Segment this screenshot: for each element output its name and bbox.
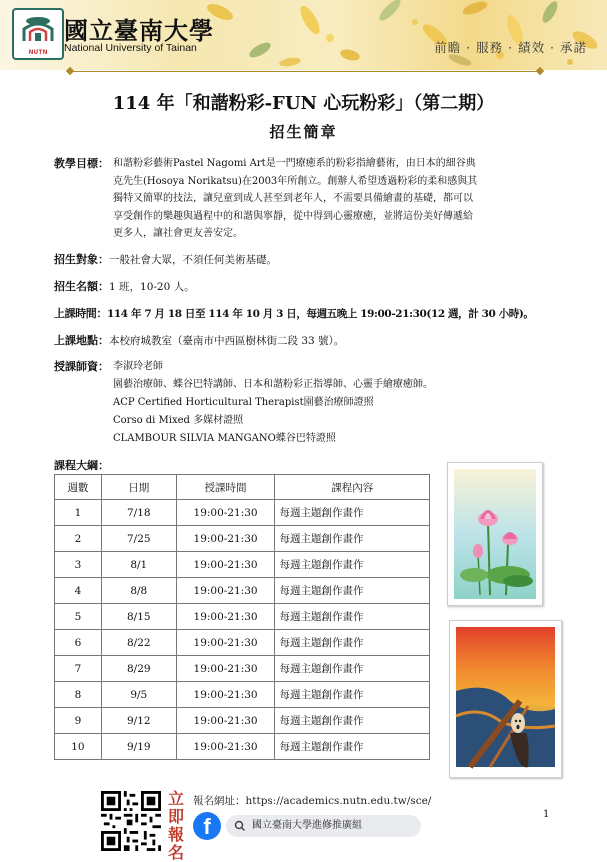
teacher-label-row: [54, 358, 109, 375]
teacher-credential: CLAMBOUR SILVIA MANGANO蝶谷巴特證照: [113, 433, 336, 444]
quota-row: [54, 278, 195, 296]
goal-label-row: [54, 155, 109, 172]
date-cell: 8/8: [101, 578, 176, 604]
time-cell: 19:00-21:30: [176, 734, 275, 760]
target-row: [54, 251, 277, 269]
time-cell: 19:00-21:30: [176, 500, 275, 526]
time-cell: 19:00-21:30: [176, 526, 275, 552]
table-row: [55, 682, 430, 708]
content-cell: 每週主題創作畫作: [275, 500, 430, 526]
teacher-label: 授課師資：: [54, 360, 109, 373]
cta-char: 報: [167, 825, 184, 844]
teacher-credential: ACP Certified Horticultural Therapist園藝治療師證照: [113, 397, 374, 408]
date-cell: 9/5: [101, 682, 176, 708]
university-name-en: National University of Tainan: [64, 42, 197, 54]
goal-line: 享受創作的樂趣與過程中的和諧與寧靜，從中得到心靈療癒，並將這份美好傳遞給: [113, 210, 473, 222]
place-label: 上課地點：: [54, 334, 109, 347]
teacher-credential: 園藝治療師、蝶谷巴特講師、日本和諧粉彩正指導師、心靈手繪療癒師。: [113, 379, 433, 390]
time-value: 114 年 7 月 18 日至 114 年 10 月 3 日，每週五晚上 19:00-21:30(12 週，計 30 小時)。: [107, 308, 534, 320]
university-name-zh: 國立臺南大學: [64, 16, 214, 45]
search-icon: [234, 815, 246, 846]
week-cell: 8: [55, 682, 102, 708]
course-schedule-table: [54, 474, 430, 760]
page-subtitle: 招生簡章: [269, 123, 338, 141]
col-header-date: 日期: [101, 475, 176, 500]
table-row: [55, 552, 430, 578]
content-cell: 每週主題創作畫作: [275, 682, 430, 708]
week-cell: 10: [55, 734, 102, 760]
page-title: 114 年「和諧粉彩-FUN 心玩粉彩」（第二期）: [112, 93, 495, 114]
goal-line: 克先生(Hosoya Norikatsu)在2003年所創立。創辦人希望透過粉彩的柔和感與其: [113, 175, 478, 187]
week-cell: 3: [55, 552, 102, 578]
cta-char: 名: [167, 843, 184, 862]
teacher-name: 李淑玲老師: [113, 361, 163, 372]
date-cell: 9/19: [101, 734, 176, 760]
time-cell: 19:00-21:30: [176, 630, 275, 656]
week-cell: 6: [55, 630, 102, 656]
time-row: [54, 305, 534, 323]
content-cell: 每週主題創作畫作: [275, 708, 430, 734]
content-cell: 每週主題創作畫作: [275, 656, 430, 682]
outline-label: 課程大綱：: [54, 459, 109, 472]
time-cell: 19:00-21:30: [176, 604, 275, 630]
date-cell: 7/25: [101, 526, 176, 552]
date-cell: 8/1: [101, 552, 176, 578]
week-cell: 9: [55, 708, 102, 734]
place-value: 本校府城教室（臺南市中西區樹林街二段 33 號）。: [109, 335, 345, 347]
col-header-week: 週數: [55, 475, 102, 500]
university-motto: 前瞻 · 服務 · 績效 · 承諾: [434, 40, 587, 55]
date-cell: 8/29: [101, 656, 176, 682]
content-cell: 每週主題創作畫作: [275, 734, 430, 760]
col-header-content: 課程內容: [275, 475, 430, 500]
header-divider: [70, 71, 540, 72]
cta-char: 立: [167, 789, 184, 808]
target-label: 招生對象：: [54, 253, 109, 266]
quota-label: 招生名額：: [54, 280, 109, 293]
table-row: [55, 656, 430, 682]
qr-code-icon[interactable]: [101, 791, 161, 855]
content-cell: 每週主題創作畫作: [275, 630, 430, 656]
week-cell: 1: [55, 500, 102, 526]
table-row: [55, 526, 430, 552]
table-row: [55, 630, 430, 656]
date-cell: 9/12: [101, 708, 176, 734]
table-row: [55, 578, 430, 604]
registration-url[interactable]: 報名網址：https://academics.nutn.edu.tw/sce/: [193, 795, 432, 807]
date-cell: 8/15: [101, 604, 176, 630]
content-cell: 每週主題創作畫作: [275, 526, 430, 552]
week-cell: 2: [55, 526, 102, 552]
time-cell: 19:00-21:30: [176, 656, 275, 682]
scream-artwork-image: [449, 620, 562, 778]
table-header-row: [55, 475, 430, 500]
table-row: [55, 708, 430, 734]
table-row: [55, 604, 430, 630]
table-row: [55, 734, 430, 760]
date-cell: 8/22: [101, 630, 176, 656]
logo-text: NUTN: [28, 49, 48, 56]
page-number: 1: [543, 809, 550, 820]
time-label: 上課時間：: [54, 307, 107, 320]
goal-label: 教學目標：: [54, 157, 109, 170]
goal-line: 獨特又簡單的技法，讓兒童到成人甚至到老年人，不需要具備繪畫的基礎，都可以: [113, 193, 473, 204]
facebook-search-text: 國立臺南大學進修推廣組: [252, 820, 362, 831]
content-cell: 每週主題創作畫作: [275, 604, 430, 630]
content-cell: 每週主題創作畫作: [275, 578, 430, 604]
place-row: [54, 332, 344, 350]
time-cell: 19:00-21:30: [176, 708, 275, 734]
time-cell: 19:00-21:30: [176, 682, 275, 708]
page-header: [0, 0, 607, 70]
goal-line: 更多人，讓社會更友善安定。: [113, 228, 243, 239]
teacher-credential: Corso di Mixed 多媒材證照: [113, 415, 244, 426]
week-cell: 7: [55, 656, 102, 682]
cta-char: 即: [167, 807, 184, 826]
time-cell: 19:00-21:30: [176, 578, 275, 604]
content-cell: 每週主題創作畫作: [275, 552, 430, 578]
col-header-time: 授課時間: [176, 475, 275, 500]
nutn-logo-icon: [12, 8, 64, 60]
week-cell: 4: [55, 578, 102, 604]
facebook-search-bar[interactable]: [226, 815, 421, 837]
week-cell: 5: [55, 604, 102, 630]
register-now-label: [167, 790, 185, 862]
quota-value: 1 班，10-20 人。: [109, 281, 195, 293]
date-cell: 7/18: [101, 500, 176, 526]
table-row: [55, 500, 430, 526]
time-cell: 19:00-21:30: [176, 552, 275, 578]
lotus-artwork-image: [447, 462, 543, 606]
facebook-icon[interactable]: f: [193, 812, 221, 840]
goal-description: [113, 155, 553, 243]
yellow-flower-leaves-decoration: [200, 0, 607, 70]
goal-line: 和諧粉彩藝術Pastel Nagomi Art是一門療癒系的粉彩指繪藝術，由日本的細谷典: [113, 158, 476, 169]
target-value: 一般社會大眾，不須任何美術基礎。: [109, 254, 277, 266]
